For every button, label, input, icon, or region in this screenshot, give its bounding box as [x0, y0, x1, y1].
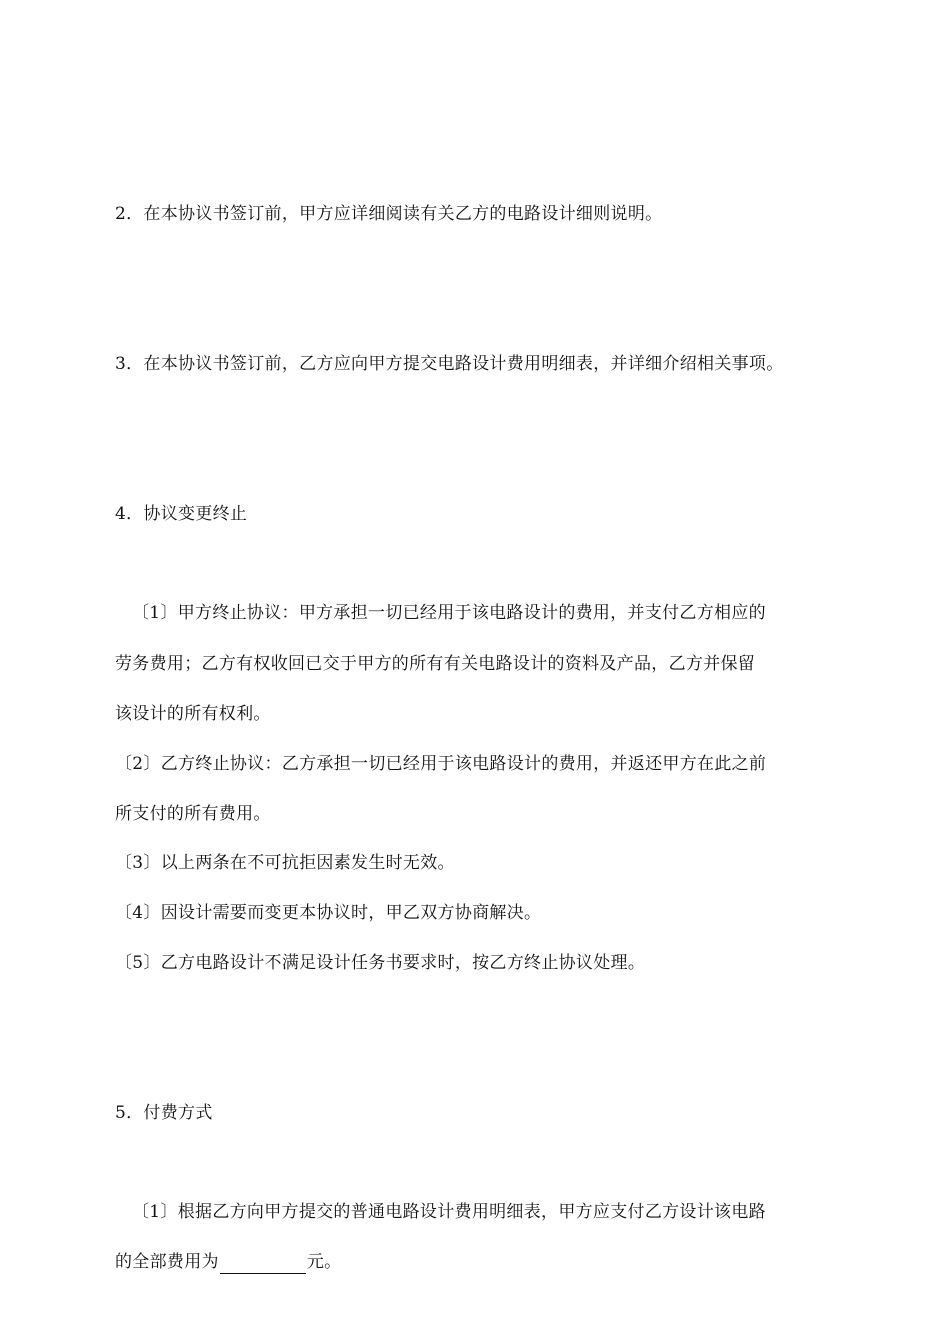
fee-amount-blank — [220, 1255, 306, 1274]
clause-4-item-1-line-3: 该设计的所有权利。 — [115, 704, 271, 724]
fee-label: 的全部费用为 — [115, 1252, 219, 1272]
clause-4-heading: 4．协议变更终止 — [115, 504, 248, 524]
clause-4-item-3: 〔3〕以上两条在不可抗拒因素发生时无效。 — [115, 853, 455, 873]
clause-5-heading: 5．付费方式 — [115, 1103, 213, 1123]
clause-4-item-1-line-2: 劳务费用；乙方有权收回已交于甲方的所有有关电路设计的资料及产品，乙方并保留 — [115, 654, 756, 674]
clause-4-item-4: 〔4〕因设计需要而变更本协议时，甲乙双方协商解决。 — [115, 903, 542, 923]
clause-4-item-5: 〔5〕乙方电路设计不满足设计任务书要求时，按乙方终止协议处理。 — [115, 953, 646, 973]
clause-5-item-1-line-2 — [115, 1250, 341, 1274]
clause-4-item-2-line-2: 所支付的所有费用。 — [115, 804, 271, 824]
clause-5-item-1-line-1: 〔1〕根据乙方向甲方提交的普通电路设计费用明细表，甲方应支付乙方设计该电路 — [132, 1202, 766, 1222]
fee-unit: 元。 — [306, 1252, 342, 1272]
clause-3-text: 3．在本协议书签订前，乙方应向甲方提交电路设计费用明细表，并详细介绍相关事项。 — [115, 354, 784, 374]
clause-2-text: 2．在本协议书签订前，甲方应详细阅读有关乙方的电路设计细则说明。 — [115, 204, 663, 224]
clause-4-item-1-line-1: 〔1〕甲方终止协议：甲方承担一切已经用于该电路设计的费用，并支付乙方相应的 — [132, 603, 766, 623]
clause-4-item-2-line-1: 〔2〕乙方终止协议：乙方承担一切已经用于该电路设计的费用，并返还甲方在此之前 — [115, 754, 767, 774]
